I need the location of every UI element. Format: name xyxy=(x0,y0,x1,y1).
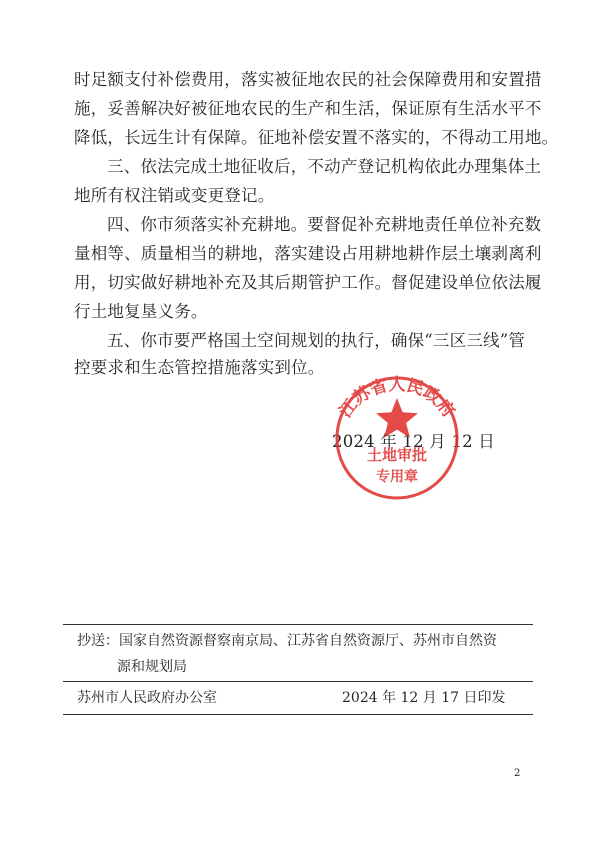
signature-date: 2024 年 12 月 12 日 xyxy=(332,432,495,451)
body-line: 量相等、质量相当的耕地，落实建设占用耕地耕作层土壤剥离利 xyxy=(74,244,542,263)
issuer: 苏州市人民政府办公室 xyxy=(77,690,217,706)
paragraph-five-start: 五、你市要严格国土空间规划的执行，确保“三区三线”管 xyxy=(107,331,526,350)
cc-recipients-continued: 源和规划局 xyxy=(117,659,187,675)
paragraph-four-start: 四、你市须落实补充耕地。要督促补充耕地责任单位补充数 xyxy=(107,215,542,234)
body-line: 时足额支付补偿费用，落实被征地农民的社会保障费用和安置措 xyxy=(74,70,542,89)
seal-purpose-line1: 土地审批 xyxy=(366,446,428,464)
star-icon xyxy=(376,398,418,438)
body-line: 降低，长远生计有保障。征地补偿安置不落实的，不得动工用地。 xyxy=(74,128,559,147)
body-line: 施，妥善解决好被征地农民的生产和生活，保证原有生活水平不 xyxy=(74,99,542,118)
cc-recipients: 国家自然资源督察南京局、江苏省自然资源厅、苏州市自然资 xyxy=(119,633,497,649)
page-number: 2 xyxy=(514,768,521,779)
official-seal xyxy=(325,370,469,500)
footer-bottom-rule xyxy=(63,714,533,715)
body-line: 控要求和生态管控措施落实到位。 xyxy=(74,358,325,377)
body-line: 地所有权注销或变更登记。 xyxy=(74,186,275,205)
body-line: 行土地复垦义务。 xyxy=(74,302,208,321)
seal-purpose-line2: 专用章 xyxy=(376,469,418,485)
footer-middle-rule xyxy=(63,681,533,682)
footer-top-rule xyxy=(63,624,533,625)
issue-date: 2024 年 12 月 17 日印发 xyxy=(342,690,506,706)
body-line: 用，切实做好耕地补充及其后期管护工作。督促建设单位依法履 xyxy=(74,273,542,292)
cc-label: 抄送： xyxy=(77,633,119,649)
seal-org-name-path: 江苏省人民政府 xyxy=(335,375,459,422)
paragraph-three-start: 三、依法完成土地征收后，不动产登记机构依此办理集体土 xyxy=(107,157,542,176)
